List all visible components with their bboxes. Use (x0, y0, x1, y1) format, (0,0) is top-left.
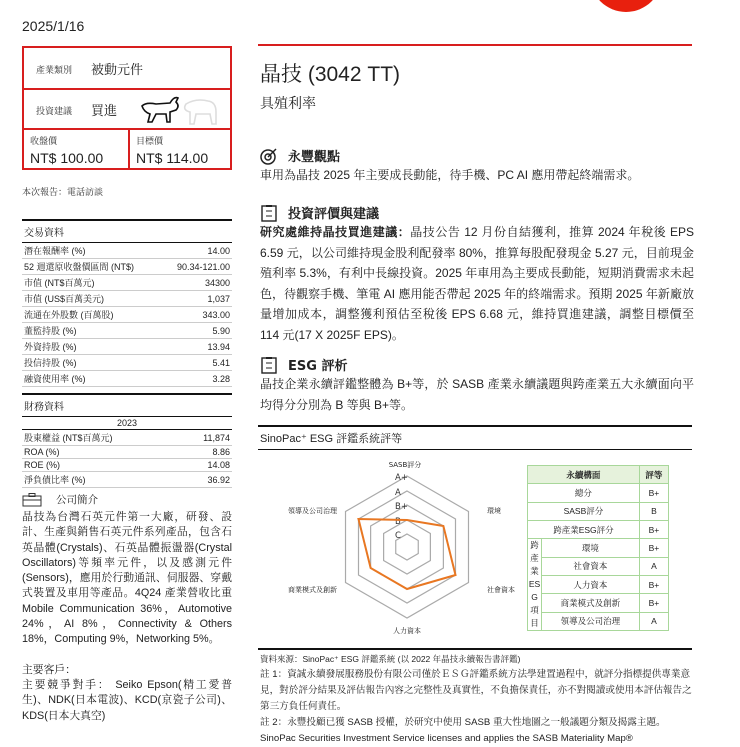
radar-level-label: B (395, 517, 401, 527)
close-price-value: NT$ 100.00 (30, 150, 104, 166)
rating-label: 投資建議 (36, 107, 73, 117)
row-label: 潛在報酬率 (%) (22, 243, 162, 259)
row-label: 融資使用率 (%) (22, 371, 162, 387)
table-row (22, 446, 232, 459)
row-value: A (639, 612, 668, 630)
table-row (528, 502, 669, 520)
radar-axis-label: 社會資本 (487, 586, 515, 594)
recommendation-lead: 研究處維持晶技買進建議： (260, 225, 411, 239)
radar-axis-label: SASB評分 (388, 461, 422, 469)
esg-header (260, 355, 347, 374)
row-value: B (639, 502, 668, 520)
profile-header (22, 492, 98, 507)
report-type: 本次報告：電話訪談 (22, 188, 104, 198)
target-price-box (128, 128, 232, 170)
row-value: 1,037 (162, 291, 232, 307)
table-row (22, 472, 232, 488)
bull-bear-icon (136, 92, 226, 128)
row-label: 社會資本 (542, 557, 640, 575)
row-value: B+ (639, 539, 668, 557)
table-row (528, 575, 669, 593)
radar-ring (371, 505, 444, 589)
row-label: 跨產業ESG評分 (528, 520, 640, 538)
row-value: 343.00 (162, 307, 232, 323)
recommendation-title: 投資評價與建議 (288, 207, 380, 222)
row-value: 3.28 (162, 371, 232, 387)
row-value: 8.86 (179, 446, 232, 459)
recommendation-text (260, 222, 694, 345)
target-price-value: NT$ 114.00 (136, 150, 209, 166)
close-price-box (22, 128, 130, 170)
row-value: A (639, 557, 668, 575)
row-label: 董監持股 (%) (22, 323, 162, 339)
title-rule (258, 44, 692, 46)
row-label: 領導及公司治理 (542, 612, 640, 630)
esg-title: ESG 評析 (288, 359, 348, 374)
row-label: 環境 (542, 539, 640, 557)
profile-title: 公司簡介 (56, 494, 98, 506)
row-label: 市值 (NT$百萬元) (22, 275, 162, 291)
header-rating: 評等 (639, 466, 668, 484)
esg-rating-table (527, 465, 669, 631)
row-value: B+ (639, 520, 668, 538)
radar-ring (384, 520, 431, 574)
row-value: 34300 (162, 275, 232, 291)
row-value: B+ (639, 575, 668, 593)
recommendation-header (260, 203, 379, 222)
row-value: 14.00 (162, 243, 232, 259)
row-value: 5.41 (162, 355, 232, 371)
note-2: 註 2：永豐投顧已獲 SASB 授權，於研究中使用 SASB 重大性地圖之一般議題分類及揭露主題。SinoPac Securities Investment Service licenses and applies the SASB Materiality Map® (260, 717, 666, 744)
radar-axis-label: 商業模式及創新 (288, 586, 337, 594)
header-dimension: 永續構面 (528, 466, 640, 484)
row-label: ROA (%) (22, 446, 179, 459)
row-label: 流通在外股數 (百萬股) (22, 307, 162, 323)
financial-data-table (22, 417, 232, 488)
row-label: 商業模式及創新 (542, 594, 640, 612)
table-row (22, 371, 232, 387)
stock-subtitle: 具殖利率 (260, 96, 316, 112)
table-row (22, 323, 232, 339)
table-row (22, 259, 232, 275)
table-row (22, 291, 232, 307)
row-value: B+ (639, 594, 668, 612)
row-label: 市值 (US$百萬美元) (22, 291, 162, 307)
table-row (22, 307, 232, 323)
row-value: 5.90 (162, 323, 232, 339)
note-1: 註 1：資誠永續發展服務股份有限公司僅於ＥＳＧ評鑑系統方法學建置過程中，就評分指標提供專業意見，對於評分結果及評估報告內容之完整性及真實性，不負擔保責任，亦不對閱讀或使用本評估報告之第三方負任何責任。 (260, 669, 692, 712)
row-label: SASB評分 (528, 502, 640, 520)
brand-logo (590, 0, 662, 12)
table-row (528, 539, 669, 557)
row-label: 股東權益 (NT$百萬元) (22, 430, 179, 446)
recommendation-body: 晶技公告 12 月份自結獲利，推算 2024 年稅後 EPS 6.59 元，以公司維持現金股利配發率 80%，推算每股配發現金 5.27 元，目前現金殖利率 5.3%，有利中長線投資。2025 年車用為主要成長動能，短期消費需求未起色，待觀察手機、筆電 AI 應用能否帶起 2025 年的終端需求。預期 2025 年新廠放量增加成本，調整獲利預估至稅後 EPS 6.68 元，維持買進建議，調整目標價至 114 元(17 X 2025F EPS)。 (260, 225, 694, 342)
briefcase-icon (22, 493, 42, 507)
row-label: ROE (%) (22, 459, 179, 472)
row-value: 13.94 (162, 339, 232, 355)
target-icon (260, 147, 278, 165)
table-row (528, 484, 669, 502)
trading-data-title: 交易資料 (22, 219, 232, 243)
profile-text: 晶技為台灣石英元件第一大廠，研發、設計、生產與銷售石英元件系列產品，包含石英晶體(Crystals)、石英晶體振盪器(Crystal Oscillators)等頻率元件，以及感測元件(Sensors)，應用於行動通訊、伺服器、穿戴式裝置及車用等產品。4Q24 產業營收比重 Mobile Communication 36%，Automotive 24%，AI 8%，Connectivity & Others 18%，Computing 9%，Networking 5%。 (22, 511, 232, 646)
radar-level-label: A+ (395, 473, 408, 483)
close-price-label: 收盤價 (30, 137, 58, 147)
table-row (528, 520, 669, 538)
notes-source: 資料來源：SinoPac⁺ ESG 評鑑系統 (以 2022 年晶技永續報告書評鑑) (260, 654, 521, 664)
row-label: 總分 (528, 484, 640, 502)
esg-radar-chart (255, 455, 515, 645)
table-row (528, 612, 669, 630)
notes (260, 651, 694, 747)
group-label: 跨產業ESG項目 (528, 539, 542, 631)
rating-value: 買進 (91, 104, 118, 119)
industry-value: 被動元件 (91, 63, 144, 78)
trading-data-table (22, 243, 232, 387)
clipboard-icon (260, 356, 278, 374)
radar-ring (346, 476, 469, 618)
financial-data-title: 財務資料 (22, 393, 232, 417)
stock-title: 晶技 (3042 TT) (260, 63, 401, 86)
row-value: 14.08 (179, 459, 232, 472)
view-text: 車用為晶技 2025 年主要成長動能，待手機、PC AI 應用帶起終端需求。 (260, 168, 640, 182)
radar-level-label: B+ (395, 502, 408, 512)
row-label: 外資持股 (%) (22, 339, 162, 355)
table-row (22, 459, 232, 472)
main-customers: 主要客戶： (22, 663, 76, 676)
report-date: 2025/1/16 (22, 18, 85, 34)
row-value: 11,874 (179, 430, 232, 446)
main-competitors: 主要競爭對手： Seiko Epson(精工愛普生)、NDK(日本電波)、KCD(京瓷子公司)、KDS(日本大真空) (22, 678, 232, 722)
view-title: 永豐觀點 (288, 150, 341, 165)
row-value: 90.34-121.00 (162, 259, 232, 275)
table-row (22, 339, 232, 355)
table-row (22, 430, 232, 446)
table-row (528, 557, 669, 575)
row-label: 52 週還原收盤價區間 (NT$) (22, 259, 162, 275)
row-value: 36.92 (179, 472, 232, 488)
financial-year: 2023 (22, 417, 232, 430)
radar-level-label: C (395, 531, 401, 541)
row-value: B+ (639, 484, 668, 502)
esg-chart-title: SinoPac⁺ ESG 評鑑系統評等 (258, 425, 692, 450)
radar-axis-label: 環境 (487, 507, 501, 515)
table-row (528, 594, 669, 612)
clipboard-icon (260, 204, 278, 222)
target-price-label: 目標價 (136, 137, 164, 147)
table-row (22, 355, 232, 371)
table-header (528, 466, 669, 484)
table-row (22, 275, 232, 291)
row-label: 淨負債比率 (%) (22, 472, 179, 488)
row-label: 投信持股 (%) (22, 355, 162, 371)
row-label: 人力資本 (542, 575, 640, 593)
industry-box (22, 46, 232, 90)
view-header (260, 146, 340, 165)
rating-box (22, 88, 232, 130)
table-row (22, 243, 232, 259)
esg-text: 晶技企業永續評鑑整體為 B+等，於 SASB 產業永續議題與跨產業五大永續面向平均得分分別為 B 等與 B+等。 (260, 377, 694, 412)
industry-label: 產業類別 (36, 66, 73, 76)
company-profile (22, 510, 232, 724)
radar-score-polygon (359, 519, 456, 589)
notes-rule (258, 648, 692, 650)
trading-data-section (22, 219, 232, 488)
radar-axis-label: 人力資本 (393, 627, 421, 635)
radar-axis-label: 領導及公司治理 (288, 507, 337, 515)
radar-level-label: A (395, 488, 401, 498)
